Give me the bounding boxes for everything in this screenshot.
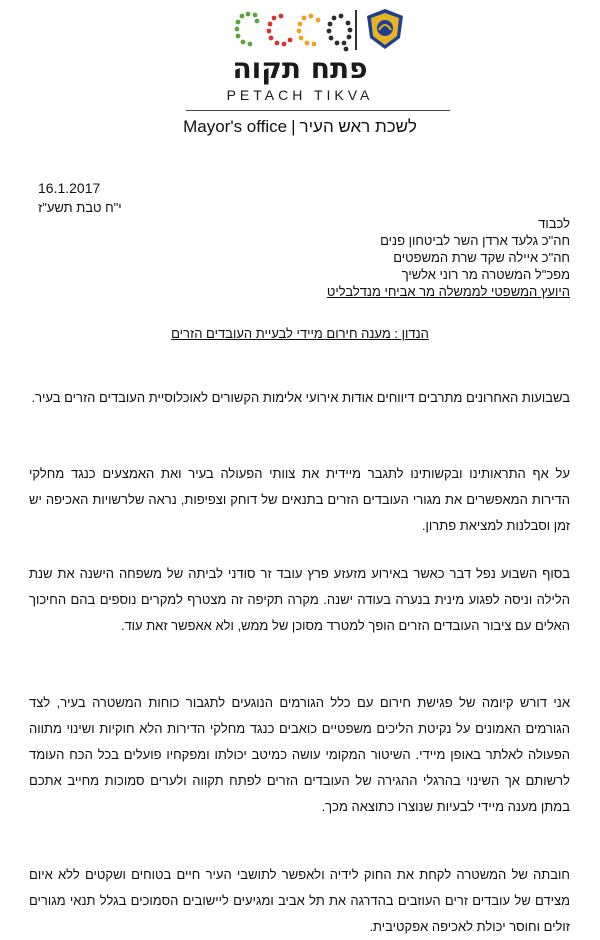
recipient-line: חה"כ איילה שקד שרת המשפטים bbox=[393, 250, 570, 265]
letter-date-hebrew: י"ח טבת תשע"ז bbox=[38, 200, 122, 215]
recipient-line: לכבוד bbox=[538, 216, 570, 231]
city-name-hebrew: פתח תקוה bbox=[232, 52, 368, 85]
office-english: Mayor's office bbox=[183, 117, 288, 136]
recipient-line: מפכ"ל המשטרה מר רוני אלשיך bbox=[401, 267, 570, 282]
office-hebrew: לשכת ראש העיר bbox=[299, 117, 417, 136]
office-title bbox=[0, 117, 600, 137]
subject-line bbox=[0, 326, 600, 341]
recipients-block bbox=[150, 215, 570, 300]
city-name-english: PETACH TIKVA bbox=[226, 87, 374, 103]
office-separator: | bbox=[291, 117, 296, 136]
body-paragraph: אני דורש קיומה של פגישת חירום עם כלל הגורמים הנוגעים לתגבור כוחות המשטרה בעיר, לצד הגורמים האמונים על נקיטת הליכים משפטיים כואבים כנגד מחלקי הדירות הלא חוקיות ושינוי מתווה הפעולה לאלתר באופן מיידי. השיטור המקומי עושה כמיטב יכולתו ומפקחיו פועלים בכל הכח העומד לרשותם אך השינוי בהרגלי ההגירה של העובדים הזרים לפתח תקווה ולערים סמוכות מחייב אתכם במתן מענה מיידי לבעיות שנוצרו כתוצאה מכך. bbox=[29, 695, 570, 814]
body-paragraph: בשבועות האחרונים מתרבים דיווחים אודות אירועי אלימות הקשורים לאוכלוסיית העובדים הזרים בעיר. bbox=[31, 390, 570, 405]
body-paragraph: על אף התראותינו ובקשותינו לתגבר מיידית את צוותי הפעולה בעיר ואת האמצעים כנגד מחלקי הדירות המאפשרים את מגורי העובדים הזרים בתנאים של דוחק וצפיפות, נראה שלרשויות האכיפה יש זמן וסבלנות למציאת פתרון. bbox=[29, 466, 570, 533]
body-paragraph: חובתה של המשטרה לקחת את החוק לידיה ולאפשר לתושבי העיר חיים בטוחים ושקטים ללא איום מצידם של עובדים זרים העוזבים בהדרגה את תל אביב ומגיעים ליישובים הסמוכים בגלל תנאי מגורים זולים וחוסר יכולת לאכיפה אפקטיבית. bbox=[29, 867, 570, 934]
recipient-line: היועץ המשפטי לממשלה מר אביחי מנדלבליט bbox=[326, 284, 570, 299]
city-crest-icon bbox=[365, 8, 405, 50]
letterhead bbox=[0, 0, 600, 150]
logo-divider bbox=[355, 10, 357, 50]
subject-text: הנדון : מענה חירום מיידי לבעיית העובדים הזרים bbox=[171, 326, 429, 341]
body-paragraph: בסוף השבוע נפל דבר כאשר באירוע מזעזע פרץ עובד זר סודני לביתה של משפחה הישנה את שנת הלילה וניסה לפגוע מינית בנערה בעודה ישנה. מקרה תקיפה זה מצטרף למקרים נוספים בהם החיכוך האלים עם ציבור העובדים הזרים הופך למטרד מסוכן של ממש, ולא אאפשר זאת עוד. bbox=[29, 566, 570, 633]
letterhead-rule bbox=[186, 110, 450, 111]
letter-date: 16.1.2017 bbox=[38, 180, 101, 196]
recipient-line: חה"כ גלעד ארדן השר לביטחון פנים bbox=[380, 233, 570, 248]
